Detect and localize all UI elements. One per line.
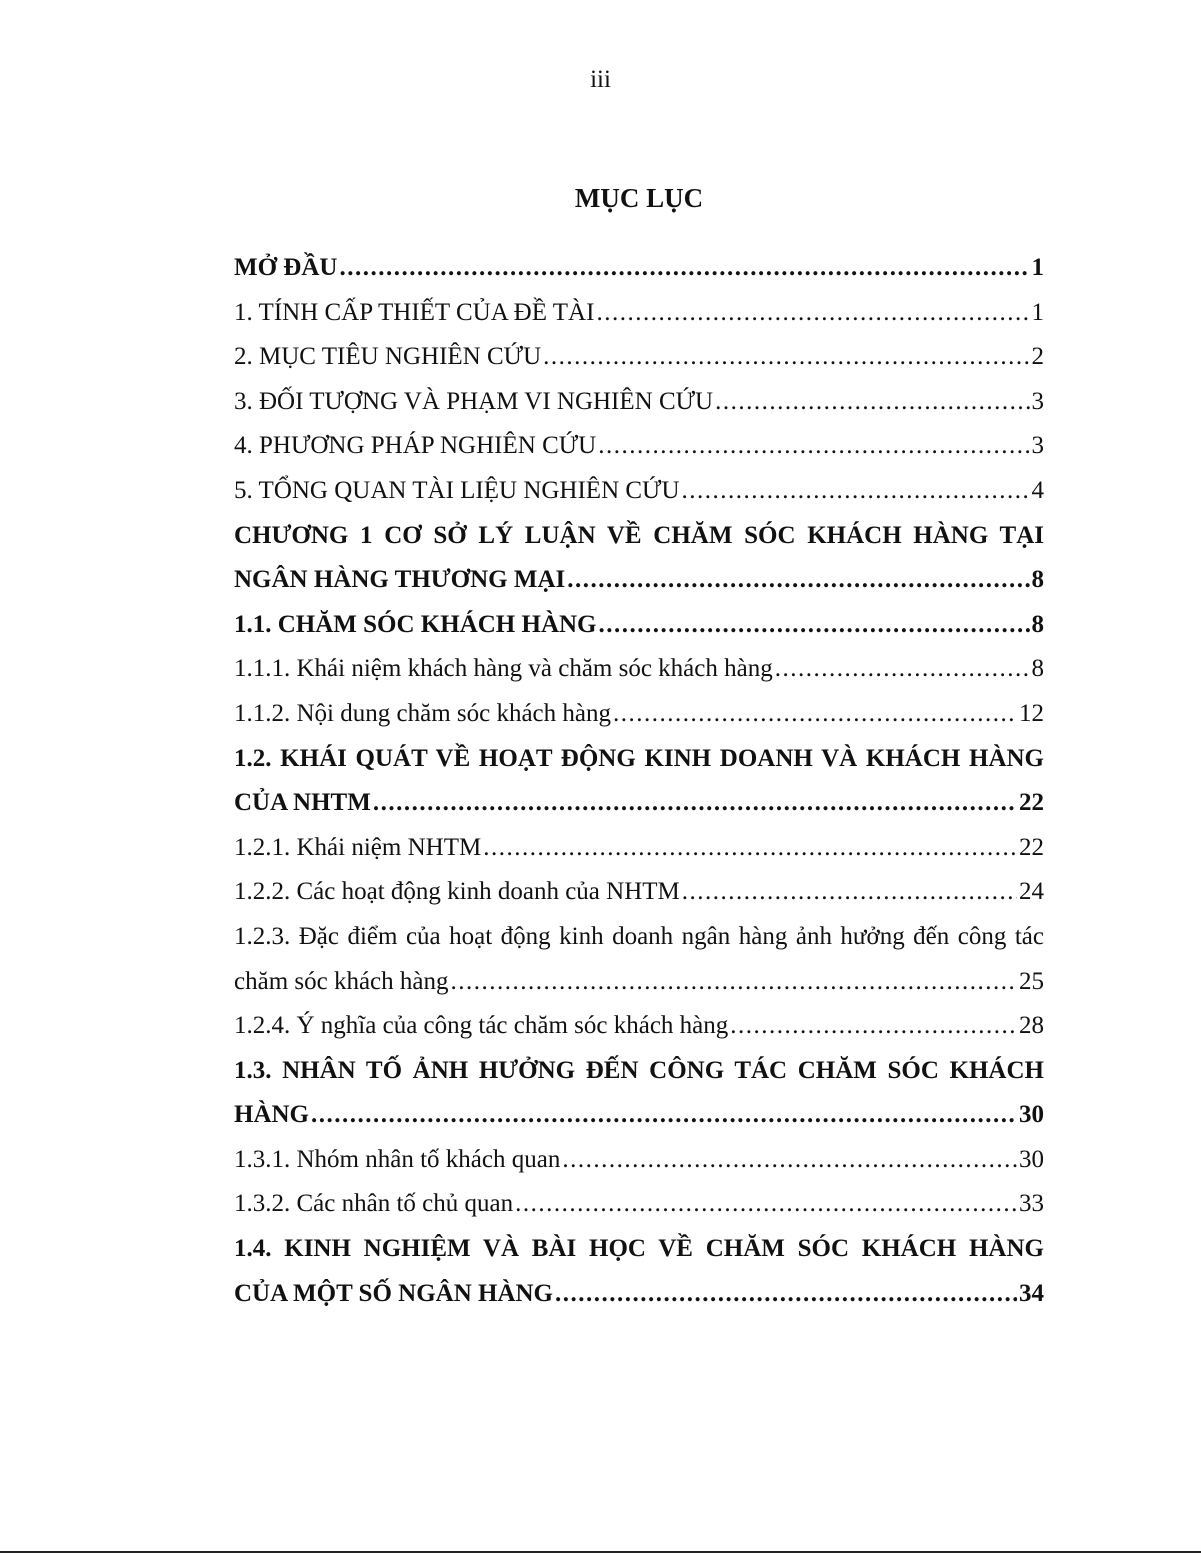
dot-leader (682, 870, 1017, 915)
toc-entry-page: 8 (1031, 655, 1044, 683)
dot-leader (596, 291, 1029, 336)
toc-entry[interactable] (234, 826, 1044, 871)
toc-entry[interactable] (234, 1272, 1044, 1317)
toc-entry[interactable] (234, 246, 1044, 291)
table-of-contents (234, 246, 1044, 1316)
toc-entry-text: 1.2.2. Các hoạt động kinh doanh của NHTM (234, 878, 680, 906)
toc-entry-text: 2. MỤC TIÊU NGHIÊN CỨU (234, 343, 542, 371)
toc-entry-text: 4. PHƯƠNG PHÁP NGHIÊN CỨU (234, 432, 597, 460)
toc-entry[interactable] (234, 424, 1044, 469)
toc-entry[interactable] (234, 291, 1044, 336)
toc-entry-text: 1.1. CHĂM SÓC KHÁCH HÀNG (234, 610, 597, 638)
toc-entry-page: 22 (1019, 789, 1044, 817)
toc-entry-text: 1.3. NHÂN TỐ ẢNH HƯỞNG ĐẾN CÔNG TÁC CHĂM SÓC KHÁCH (234, 1056, 1044, 1084)
toc-entry[interactable] (234, 514, 1044, 559)
toc-entry-text: 5. TỔNG QUAN TÀI LIỆU NGHIÊN CỨU (234, 476, 680, 504)
dot-leader (730, 1004, 1017, 1049)
dot-leader (599, 603, 1030, 648)
toc-entry-page: 1 (1031, 298, 1044, 326)
toc-entry-page: 2 (1031, 343, 1044, 371)
dot-leader (515, 1182, 1017, 1227)
dot-leader (562, 1138, 1017, 1183)
toc-entry-page: 33 (1019, 1190, 1044, 1218)
toc-entry-text: 1.2. KHÁI QUÁT VỀ HOẠT ĐỘNG KINH DOANH VÀ KHÁCH HÀNG (234, 744, 1044, 772)
toc-entry-text: 1.3.1. Nhóm nhân tố khách quan (234, 1145, 561, 1173)
toc-entry-page: 4 (1031, 476, 1044, 504)
toc-entry[interactable] (234, 781, 1044, 826)
toc-entry[interactable] (234, 647, 1044, 692)
toc-entry-page: 1 (1031, 254, 1044, 281)
toc-entry-page: 12 (1019, 699, 1044, 727)
toc-entry-text: 1.2.4. Ý nghĩa của công tác chăm sóc khách hàng (234, 1012, 729, 1040)
toc-entry-page: 25 (1019, 967, 1044, 995)
dot-leader (682, 469, 1030, 514)
dot-leader (339, 246, 1029, 291)
toc-entry-text: 1.1.2. Nội dung chăm sóc khách hàng (234, 699, 612, 727)
toc-entry[interactable] (234, 960, 1044, 1005)
toc-entry[interactable] (234, 737, 1044, 782)
toc-entry[interactable] (234, 692, 1044, 737)
toc-entry-text: 1.3.2. Các nhân tố chủ quan (234, 1190, 514, 1218)
toc-entry-text: CHƯƠNG 1 CƠ SỞ LÝ LUẬN VỀ CHĂM SÓC KHÁCH HÀNG TẠI (234, 521, 1044, 549)
toc-entry-page: 28 (1019, 1012, 1044, 1040)
toc-entry-text: MỞ ĐẦU (234, 254, 338, 281)
toc-entry-text: 3. ĐỐI TƯỢNG VÀ PHẠM VI NGHIÊN CỨU (234, 387, 714, 415)
toc-entry-page: 8 (1031, 610, 1044, 638)
dot-leader (543, 335, 1029, 380)
toc-entry[interactable] (234, 380, 1044, 425)
toc-entry[interactable] (234, 1138, 1044, 1183)
toc-entry-text: 1.1.1. Khái niệm khách hàng và chăm sóc khách hàng (234, 655, 773, 683)
toc-entry-text: CỦA MỘT SỐ NGÂN HÀNG (234, 1279, 554, 1307)
toc-entry-page: 30 (1019, 1101, 1044, 1129)
toc-entry[interactable] (234, 1049, 1044, 1094)
dot-leader (373, 781, 1017, 826)
toc-entry[interactable] (234, 335, 1044, 380)
toc-entry-page: 22 (1019, 833, 1044, 861)
page-number: iii (590, 66, 611, 93)
toc-entry[interactable] (234, 469, 1044, 514)
toc-entry-page: 3 (1031, 387, 1044, 415)
toc-entry-text: CỦA NHTM (234, 789, 371, 817)
toc-entry-page: 34 (1019, 1279, 1044, 1307)
dot-leader (451, 960, 1017, 1005)
dot-leader (613, 692, 1017, 737)
dot-leader (567, 558, 1029, 603)
toc-entry[interactable] (234, 1182, 1044, 1227)
dot-leader (483, 826, 1017, 871)
toc-entry-page: 30 (1019, 1145, 1044, 1173)
toc-entry-text: 1.4. KINH NGHIỆM VÀ BÀI HỌC VỀ CHĂM SÓC KHÁCH HÀNG (234, 1235, 1044, 1263)
dot-leader (775, 647, 1030, 692)
toc-entry[interactable] (234, 915, 1044, 960)
toc-entry-text: chăm sóc khách hàng (234, 967, 449, 995)
toc-entry[interactable] (234, 603, 1044, 648)
toc-entry-text: 1. TÍNH CẤP THIẾT CỦA ĐỀ TÀI (234, 298, 595, 326)
toc-entry[interactable] (234, 1093, 1044, 1138)
toc-entry-text: 1.2.3. Đặc điểm của hoạt động kinh doanh ngân hàng ảnh hưởng đến công tác (234, 922, 1044, 950)
toc-entry-page: 3 (1031, 432, 1044, 460)
toc-entry-text: 1.2.1. Khái niệm NHTM (234, 833, 482, 861)
toc-entry-text: HÀNG (234, 1101, 309, 1129)
dot-leader (598, 424, 1029, 469)
dot-leader (715, 380, 1029, 425)
toc-entry[interactable] (234, 558, 1044, 603)
bottom-border (0, 1551, 1201, 1553)
toc-entry[interactable] (234, 1004, 1044, 1049)
toc-entry-page: 24 (1019, 878, 1044, 906)
dot-leader (555, 1272, 1017, 1317)
dot-leader (311, 1093, 1017, 1138)
toc-entry[interactable] (234, 870, 1044, 915)
toc-entry-page: 8 (1031, 566, 1044, 594)
toc-entry[interactable] (234, 1227, 1044, 1272)
toc-title: MỤC LỤC (574, 183, 704, 213)
toc-entry-text: NGÂN HÀNG THƯƠNG MẠI (234, 566, 566, 594)
